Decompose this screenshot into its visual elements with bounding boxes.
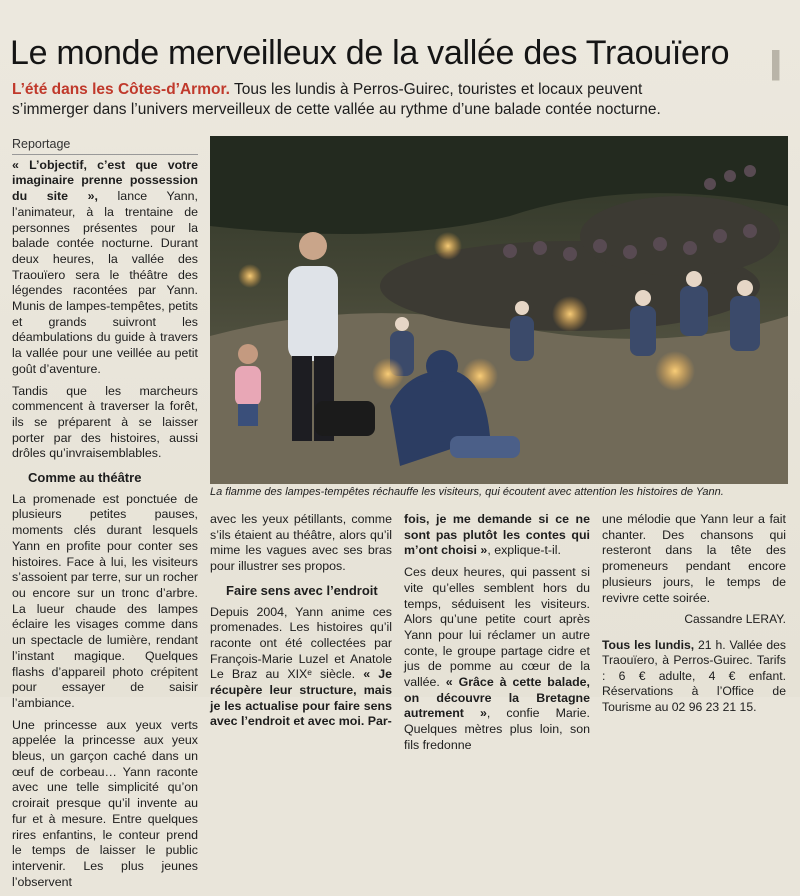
lede-text: Tous les lundis à Perros-Guirec, touristes et locaux peuvent s’immerger dans l’univers merveilleux de cette vallée au rythme d’une balade contée nocturne. (12, 81, 661, 118)
column-4 (602, 512, 786, 721)
practical-info: Tous les lundis, 21 h. Vallée des Traouïero, à Perros-Guirec. Tarifs : 6 € adulte, 4 € enfant. Réservations à l’Office de Tourisme au 02 96 23 21 15. (602, 637, 786, 714)
column-2 (210, 512, 392, 736)
article-photo (210, 136, 788, 484)
lede-lead: L’été dans les Côtes-d’Armor. (12, 81, 230, 98)
subhead: Faire sens avec l’endroit (226, 582, 378, 598)
quote: « L’objectif, c’est que votre imaginaire prenne possession du site », (12, 157, 198, 204)
paragraph: une mélodie que Yann leur a fait chanter. Des chansons qui resteront dans la tête des promeneurs pendant encore plusieurs jours, le temps de revivre cette soirée. (602, 512, 786, 605)
adjacent-page-bleed: ▍ (772, 50, 792, 80)
quote: fois, je me demande si ce ne sont pas plutôt les contes qui m’ont choisi » (404, 512, 590, 558)
column-1 (12, 137, 198, 896)
subhead: Comme au théâtre (28, 470, 142, 486)
author-signature: Cassandre LERAY. (684, 612, 786, 627)
storytelling-scene-image (210, 136, 788, 484)
paragraph: Depuis 2004, Yann anime ces promenades. Les histoires qu’il raconte ont été collectées par François-Marie Luzel et Anatole Le Braz au XIXᵉ siècle. « Je récupère leur structure, mais je les actualise pour faire sens avec l’endroit et avec moi. Par- (210, 604, 392, 729)
photo-caption: La flamme des lampes-tempêtes réchauffe les visiteurs, qui écoutent avec attention les histoires de Yann. (210, 486, 724, 498)
column-3 (404, 512, 590, 760)
headline: Le monde merveilleux de la vallée des Traouïero (10, 34, 730, 72)
quote: « Grâce à cette balade, on découvre la Bretagne autrement » (404, 675, 590, 721)
paragraph: Tandis que les marcheurs commencent à traverser la forêt, ils se préparent à se laisser porter par des histoires, aussi drôles qu’invraisemblables. (12, 383, 198, 461)
paragraph: Ces deux heures, qui passent si vite qu’elles semblent hors du temps, séduisent les visiteurs. Alors qu’une petite court après Yann pour lui réclamer un autre conte, le groupe partage cidre et jus de pomme au cœur de la vallée. « Grâce à cette balade, on découvre la Bretagne autrement », confie Marie. Quelques mètres plus loin, son fils fredonne (404, 565, 590, 752)
paragraph: fois, je me demande si ce ne sont pas plutôt les contes qui m’ont choisi », explique-t-il. (404, 512, 590, 558)
lede (12, 80, 712, 120)
rubric: Reportage (12, 137, 198, 155)
child-figure (235, 344, 261, 426)
paragraph: avec les yeux pétillants, comme s’ils étaient au théâtre, alors qu’il mime les vagues avec ses bras pour illustrer ses propos. (210, 512, 392, 574)
paragraph: « L’objectif, c’est que votre imaginaire prenne possession du site », lance Yann, l’animateur, à la trentaine de personnes présentes pour la balade contée nocturne. Durant deux heures, la vallée des Traouïero sera le théâtre des légendes racontées par Yann. Munis de lampes-tempêtes, petits et grands suivront les déambulations du guide à travers la vallée pour une veillée au petit goût d’aventure. (12, 157, 198, 376)
quote: « Je récupère leur structure, mais je les actualise pour faire sens avec l’endroit et avec moi. Par- (210, 667, 392, 729)
paragraph: Une princesse aux yeux verts appelée la princesse aux yeux bleus, un garçon caché dans un œuf de corbeau… Yann raconte avec une telle simplicité qu’on croirait presque qu’il invente au fur et à mesure. Entre quelques rires enfantins, le conteur prend le temps de laisser le public intervenir. Les plus jeunes l’observent (12, 717, 198, 889)
paragraph: La promenade est ponctuée de plusieurs petites pauses, moments clés durant lesquels Yann en profite pour conter ses histoires. Face à lui, les visiteurs s’assoient par terre, sur un rocher ou encore sur un tronc d’arbre. La lueur chaude des lampes éclaire les visages comme dans un spectacle de lumière, rendant l’instant magique. Quelques flashs d’appareil photo crépitent pour essayer de saisir l’ambiance. (12, 491, 198, 710)
